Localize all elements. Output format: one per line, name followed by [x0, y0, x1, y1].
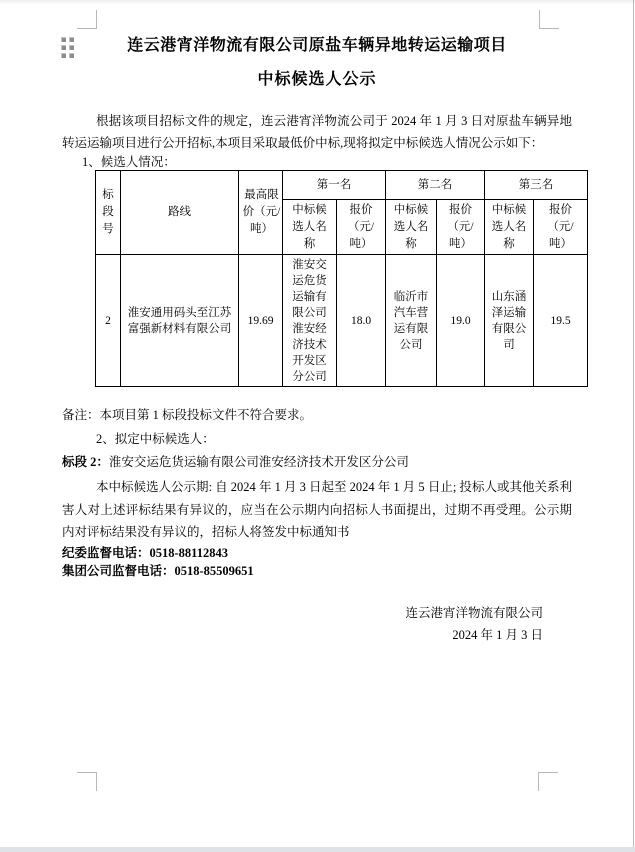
note-line: 备注：本项目第 1 标段投标文件不符合要求。 [62, 408, 313, 422]
header-route: 路线 [121, 171, 239, 255]
list-item-proposed-winner: 2、拟定中标候选人： [96, 432, 215, 446]
cell-rank2-name: 临沂市汽车营运有限公司 [386, 255, 437, 387]
cell-rank1-name: 淮安交运危货运输有限公司淮安经济技术开发区分公司 [283, 255, 337, 387]
header-rank2-candidate: 中标候选人名称 [386, 200, 437, 255]
group-phone-line: 集团公司监督电话：0518-85509651 [62, 563, 254, 578]
signature-date: 2024 年 1 月 3 日 [452, 627, 543, 642]
table-header-row-1 [96, 171, 588, 200]
cell-rank3-price: 19.5 [534, 255, 588, 387]
header-section-no: 标段号 [96, 171, 121, 255]
cell-rank2-price: 19.0 [437, 255, 485, 387]
header-rank2: 第二名 [386, 171, 485, 200]
section2-winner: 淮安交运危货运输有限公司淮安经济技术开发区分公司 [108, 455, 409, 469]
page-bottom-edge [0, 847, 635, 852]
list-item-candidates: 1、候选人情况： [82, 155, 176, 169]
cell-section-no: 2 [96, 255, 121, 387]
doc-subtitle: 中标候选人公示 [257, 71, 377, 88]
header-rank3: 第三名 [485, 171, 588, 200]
header-max-price: 最高限价（元/吨） [239, 171, 283, 255]
signature-company: 连云港宵洋物流有限公司 [405, 605, 543, 620]
section2-winner-line [62, 454, 572, 470]
table-row [96, 255, 588, 387]
cell-max-price: 19.69 [239, 255, 283, 387]
header-rank3-price: 报价（元/吨） [534, 200, 588, 255]
intro-paragraph: 根据该项目招标文件的规定，连云港宵洋物流公司于 2024 年 1 月 3 日对原盐车辆异地转运运输项目进行公开招标,本项目采取最低价中标,现将拟定中标候选人情况公示如下： [62, 114, 572, 150]
discipline-phone-line: 纪委监督电话：0518-88112843 [62, 545, 228, 560]
candidates-table [95, 170, 588, 387]
header-rank1-price: 报价（元/吨） [337, 200, 386, 255]
cell-route: 淮安通用码头至江苏富强新材料有限公司 [121, 255, 239, 387]
header-rank3-candidate: 中标候选人名称 [485, 200, 534, 255]
header-rank2-price: 报价（元/吨） [437, 200, 485, 255]
document-body [62, 0, 572, 643]
header-rank1: 第一名 [283, 171, 386, 200]
section2-label: 标段 2： [62, 455, 109, 469]
publicity-period-paragraph: 本中标候选人公示期: 自 2024 年 1 月 3 日起至 2024 年 1 月 5 日止; 投标人或其他关系利害人对上述评标结果有异议的，应当在公示期内向招标人书面提出，过期不再受理。公示期内对评标结果没有异议的，招标人将签发中标通知书 [62, 480, 572, 539]
margin-corner-mark-bottom-right [538, 772, 558, 791]
margin-corner-mark-bottom-left [77, 772, 97, 791]
cell-rank1-price: 18.0 [337, 255, 386, 387]
page-right-edge [633, 0, 634, 848]
cell-rank3-name: 山东涵泽运输有限公司 [485, 255, 534, 387]
doc-title: 连云港宵洋物流有限公司原盐车辆异地转运运输项目 [127, 37, 507, 54]
header-rank1-candidate: 中标候选人名称 [283, 200, 337, 255]
